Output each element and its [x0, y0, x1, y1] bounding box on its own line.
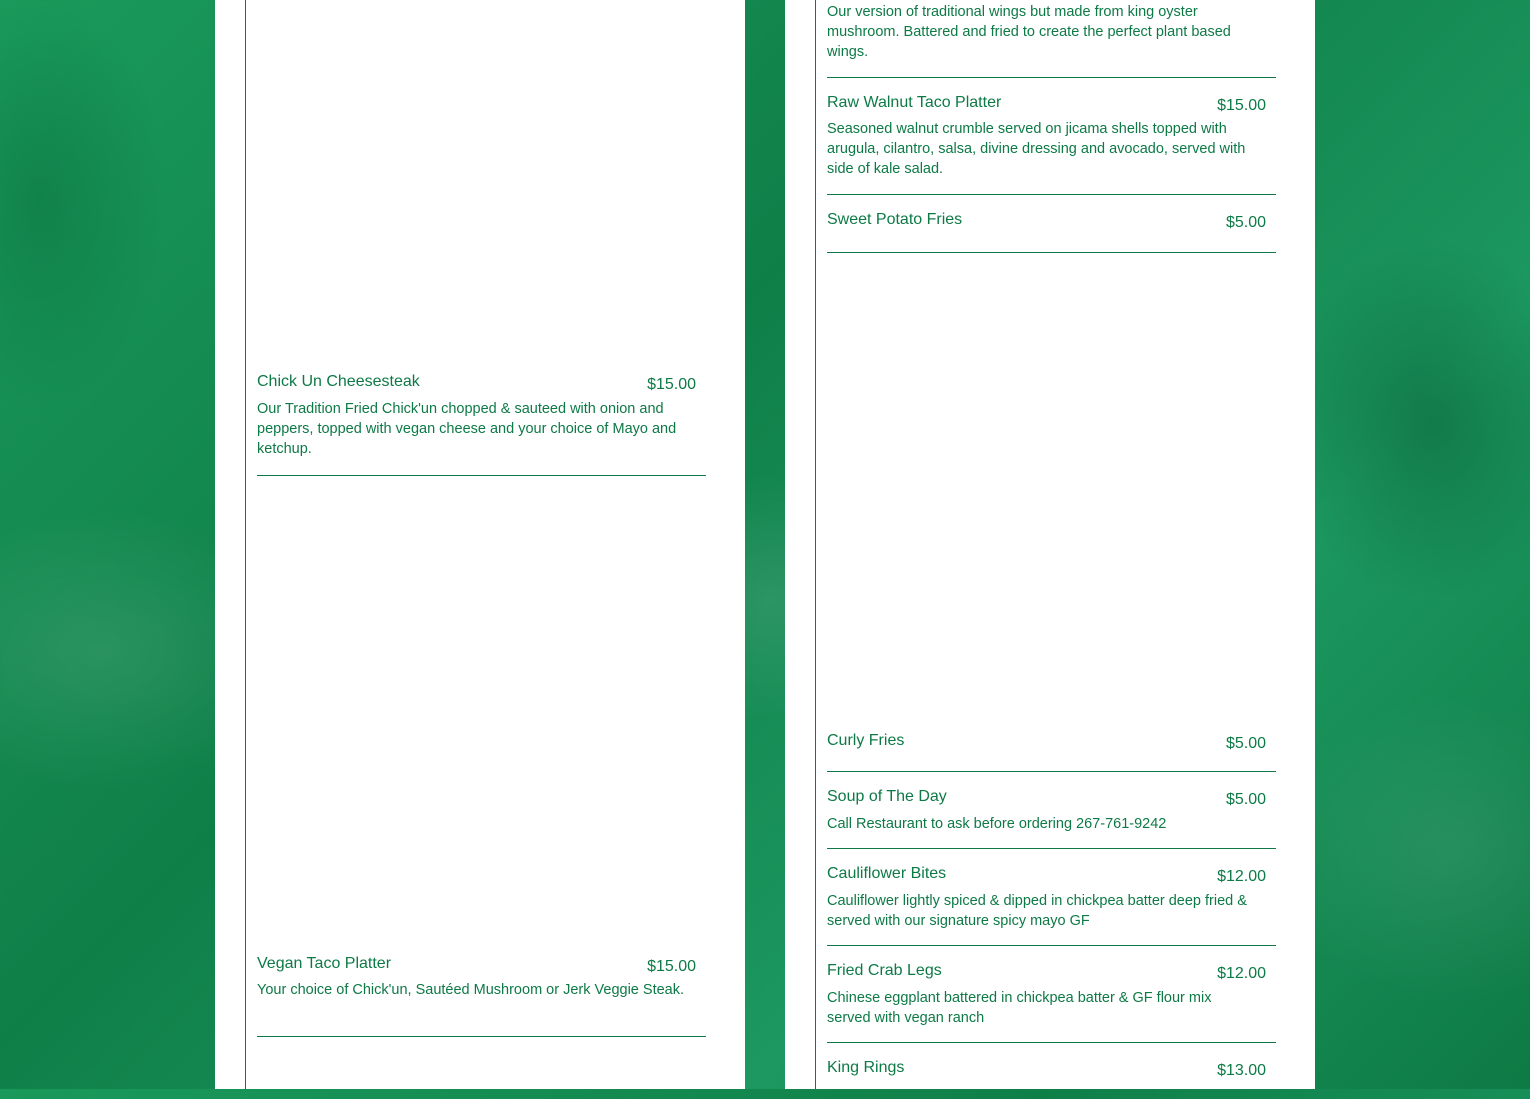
menu-item-description: Seasoned walnut crumble served on jicama shells topped with arugula, cilantro, salsa, divine dressing and avocado, served with side of kale salad. [827, 121, 1246, 177]
menu-item-sweet-potato-fries[interactable] [827, 211, 1276, 253]
menu-item-name: Cauliflower Bites [827, 865, 947, 882]
menu-item-description: Our Tradition Fried Chick'un chopped & sauteed with onion and peppers, topped with vegan cheese and your choice of Mayo and ketchup. [257, 401, 677, 457]
menu-item-price: $12.00 [1217, 868, 1266, 885]
menu-item-name: Curly Fries [827, 732, 905, 749]
menu-item-price: $5.00 [1225, 791, 1266, 808]
menu-item-price: $5.00 [1225, 214, 1266, 231]
menu-column-right [815, 0, 1315, 1089]
menu-item-wings-description [827, 0, 1276, 78]
menu-item-chick-un-cheesesteak[interactable] [257, 373, 706, 476]
menu-item-name: Sweet Potato Fries [827, 211, 963, 228]
menu-item-price: $5.00 [1225, 735, 1266, 752]
menu-item-price: $15.00 [1217, 97, 1266, 114]
menu-column-left [245, 0, 745, 1089]
menu-item-name: Soup of The Day [827, 788, 947, 805]
menu-item-name: Fried Crab Legs [827, 962, 942, 979]
menu-item-description: Our version of traditional wings but made from king oyster mushroom. Battered and fried to create the perfect plant based wings. [827, 4, 1231, 60]
menu-item-raw-walnut-taco-platter[interactable] [827, 94, 1276, 195]
menu-item-description: Chinese eggplant battered in chickpea batter & GF flour mix served with vegan ranch [827, 990, 1212, 1026]
menu-item-description: Your choice of Chick'un, Sautéed Mushroom or Jerk Veggie Steak. [257, 982, 684, 998]
menu-item-price: $15.00 [647, 376, 696, 393]
menu-panel-left [215, 0, 745, 1089]
menu-item-soup-of-the-day[interactable] [827, 788, 1276, 849]
menu-item-name: Raw Walnut Taco Platter [827, 94, 1002, 111]
menu-item-name: Vegan Taco Platter [257, 955, 392, 972]
menu-item-name: Chick Un Cheesesteak [257, 373, 420, 390]
menu-item-vegan-taco-platter[interactable] [257, 955, 706, 1037]
menu-item-price: $15.00 [647, 958, 696, 975]
menu-item-description: Call Restaurant to ask before ordering 267-761-9242 [827, 816, 1167, 832]
menu-item-description: Cauliflower lightly spiced & dipped in chickpea batter deep fried & served with our signature spicy mayo GF [827, 893, 1247, 929]
menu-item-curly-fries[interactable] [827, 732, 1276, 772]
menu-item-price: $13.00 [1217, 1062, 1266, 1079]
menu-item-name: King Rings [827, 1059, 905, 1076]
menu-item-cauliflower-bites[interactable] [827, 865, 1276, 946]
menu-item-price: $12.00 [1217, 965, 1266, 982]
menu-item-king-rings[interactable] [827, 1059, 1276, 1099]
menu-panel-right [785, 0, 1315, 1089]
menu-item-fried-crab-legs[interactable] [827, 962, 1276, 1043]
